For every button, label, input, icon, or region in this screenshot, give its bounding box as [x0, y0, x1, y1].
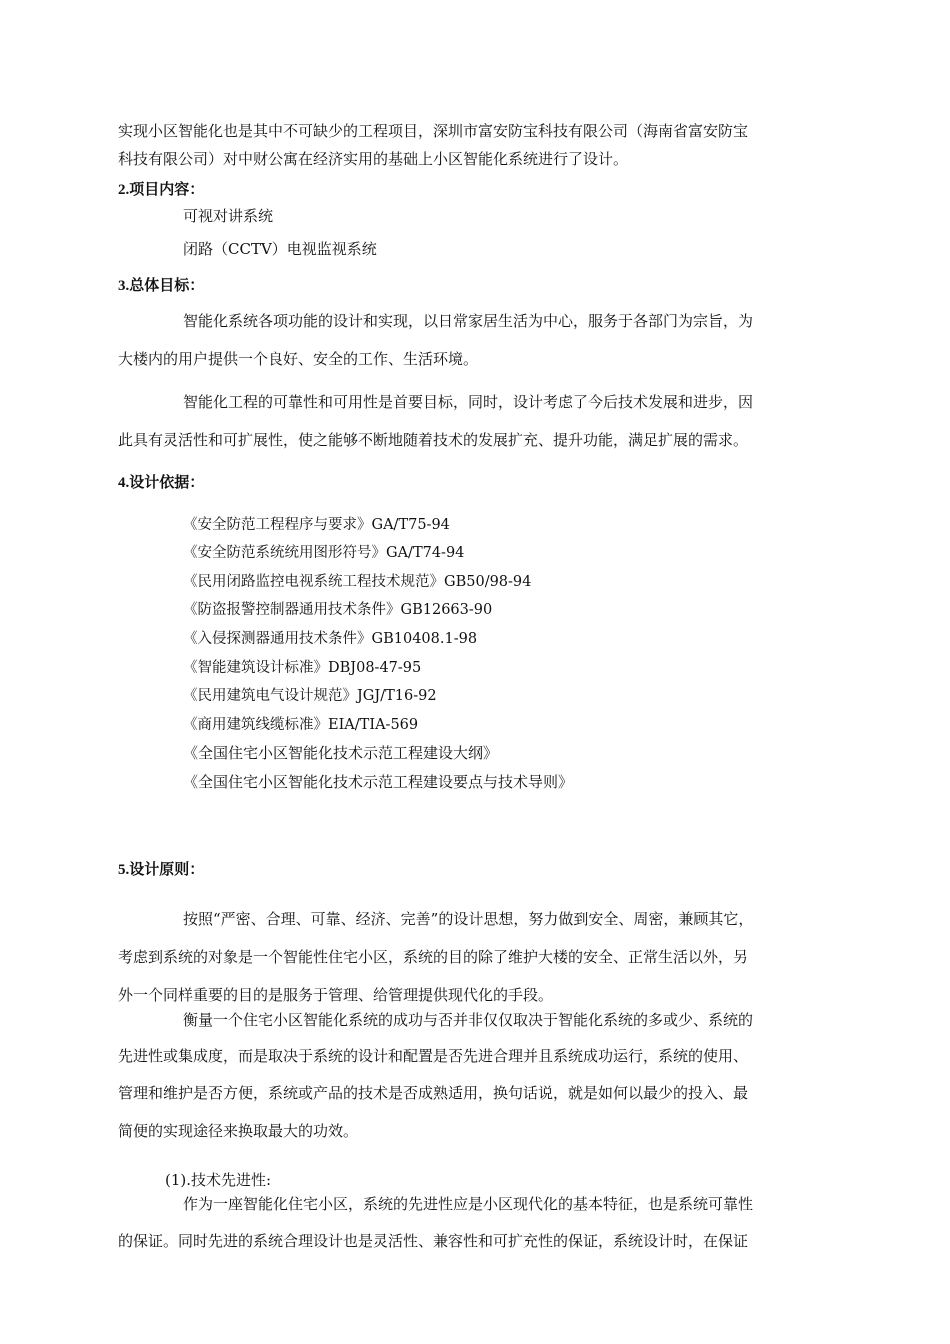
principle-paragraph-2-line-3: 管理和维护是否方便，系统或产品的技术是否成熟适用，换句话说，就是如何以最少的投入、最 — [118, 1084, 749, 1102]
reference-item: 《入侵探测器通用技术条件》GB10408.1-98 — [183, 631, 478, 647]
goal-paragraph-2-line-1: 智能化工程的可靠性和可用性是首要目标，同时，设计考虑了今后技术发展和进步，因 — [183, 393, 754, 411]
section-4-heading: 4.设计依据： — [118, 475, 205, 491]
reference-item: 《智能建筑设计标准》DBJ08-47-95 — [183, 660, 422, 676]
project-item: 闭路（CCTV）电视监视系统 — [183, 240, 377, 258]
reference-item: 《全国住宅小区智能化技术示范工程建设要点与技术导则》 — [183, 773, 574, 791]
reference-item: 《防盗报警控制器通用技术条件》GB12663-90 — [183, 602, 493, 618]
section-5-heading: 5.设计原则： — [118, 862, 205, 878]
subsection-1-heading: (1).技术先进性: — [165, 1171, 272, 1189]
principle-paragraph-1-line-2: 考虑到系统的对象是一个智能性住宅小区，系统的目的除了维护大楼的安全、正常生活以外，另 — [118, 948, 749, 966]
principle-paragraph-2-line-1: 衡量一个住宅小区智能化系统的成功与否并非仅仅取决于智能化系统的多或少、系统的 — [183, 1011, 754, 1029]
principle-paragraph-2-line-2: 先进性或集成度，而是取决于系统的设计和配置是否先进合理并且系统成功运行，系统的使用、 — [118, 1047, 749, 1065]
subsection-1-line-2: 的保证。同时先进的系统合理设计也是灵活性、兼容性和可扩充性的保证，系统设计时，在保证 — [118, 1232, 749, 1250]
intro-line-2: 科技有限公司）对中财公寓在经济实用的基础上小区智能化系统进行了设计。 — [118, 150, 629, 168]
reference-item: 《商用建筑线缆标准》EIA/TIA-569 — [183, 717, 419, 733]
section-3-heading: 3.总体目标： — [118, 278, 205, 294]
reference-item: 《民用建筑电气设计规范》JGJ/T16-92 — [183, 688, 437, 704]
reference-item: 《民用闭路监控电视系统工程技术规范》GB50/98-94 — [183, 574, 532, 590]
principle-paragraph-1-line-1: 按照“严密、合理、可靠、经济、完善”的设计思想，努力做到安全、周密，兼顾其它， — [183, 910, 754, 928]
project-item: 可视对讲系统 — [183, 207, 274, 225]
principle-paragraph-2-line-4: 简便的实现途径来换取最大的功效。 — [118, 1122, 359, 1140]
subsection-1-line-1: 作为一座智能化住宅小区，系统的先进性应是小区现代化的基本特征，也是系统可靠性 — [183, 1195, 754, 1213]
section-2-heading: 2.项目内容： — [118, 182, 205, 198]
goal-paragraph-1-line-2: 大楼内的用户提供一个良好、安全的工作、生活环境。 — [118, 350, 479, 368]
goal-paragraph-2-line-2: 此具有灵活性和可扩展性，使之能够不断地随着技术的发展扩充、提升功能，满足扩展的需求。 — [118, 431, 749, 449]
reference-item: 《安全防范工程程序与要求》GA/T75-94 — [183, 517, 450, 533]
reference-item: 《全国住宅小区智能化技术示范工程建设大纲》 — [183, 744, 499, 762]
intro-line-1: 实现小区智能化也是其中不可缺少的工程项目，深圳市富安防宝科技有限公司（海南省富安防宝 — [118, 122, 749, 140]
principle-paragraph-1-line-3: 外一个同样重要的目的是服务于管理、给管理提供现代化的手段。 — [118, 986, 554, 1004]
reference-item: 《安全防范系统统用图形符号》GA/T74-94 — [183, 545, 465, 561]
goal-paragraph-1-line-1: 智能化系统各项功能的设计和实现，以日常家居生活为中心，服务于各部门为宗旨，为 — [183, 312, 754, 330]
